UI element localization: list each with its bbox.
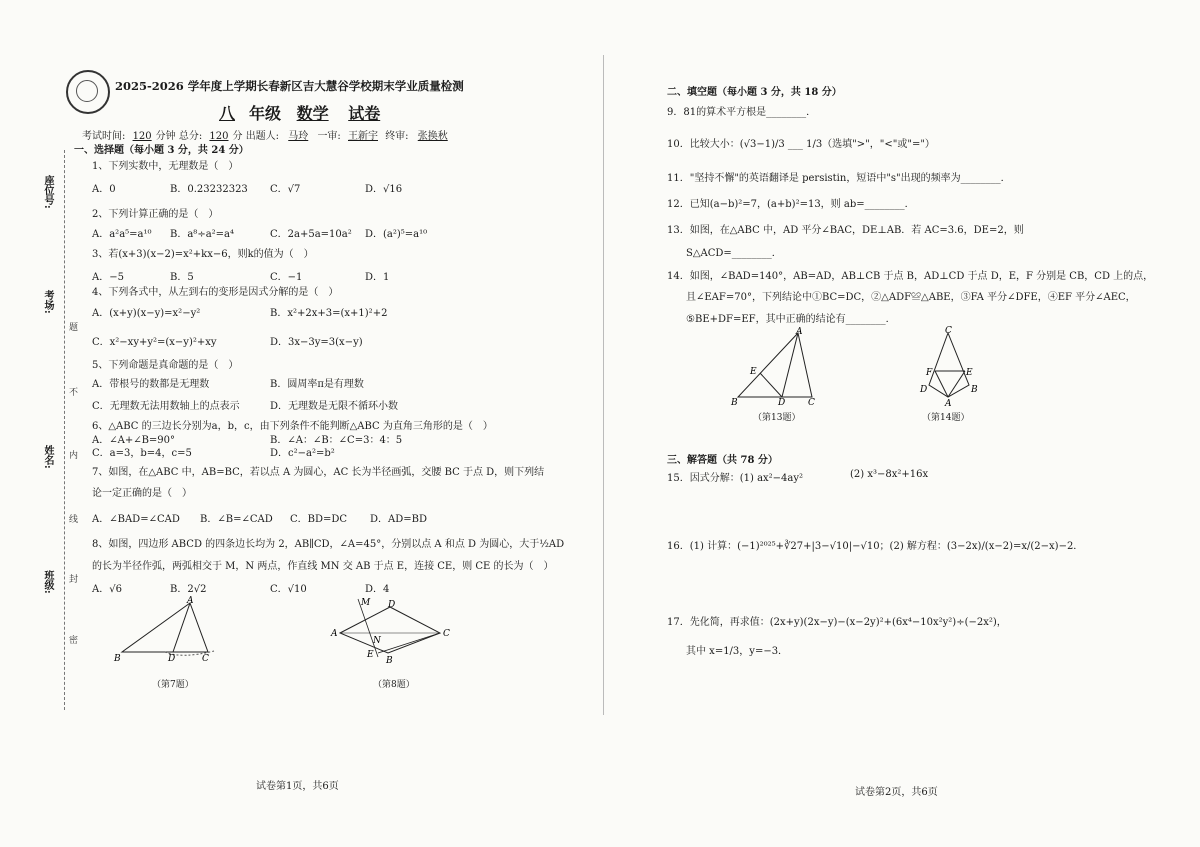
q11: 11．"坚持不懈"的英语翻译是 persistin，短语中"s"出现的频率为________． xyxy=(667,173,1011,184)
figure-7-triangle xyxy=(110,595,220,670)
seal-char: 题 xyxy=(69,323,79,333)
q6-option-a: A．∠A+∠B=90° xyxy=(92,435,176,446)
svg-text:A: A xyxy=(331,629,338,639)
figure-14-caption: （第14题） xyxy=(922,413,970,423)
svg-text:D: D xyxy=(778,398,786,407)
svg-text:C: C xyxy=(945,326,952,336)
q8-option-d: D．4 xyxy=(365,584,390,595)
svg-text:E: E xyxy=(367,650,374,660)
q1-option-d: D．√16 xyxy=(365,184,403,195)
q5-option-b: B．圆周率π是有理数 xyxy=(270,379,364,390)
grade-suffix: 年级 xyxy=(249,104,282,123)
svg-text:A: A xyxy=(796,327,803,337)
seal-char: 封 xyxy=(69,575,79,585)
paper-heading xyxy=(205,101,384,124)
q8-stem-line-2: 的长为半径作弧，两弧相交于 M，N 两点，作直线 MN 交 AB 于点 E，连接 CE，则 CE 的长为（ ） xyxy=(92,561,554,572)
svg-text:A: A xyxy=(187,596,194,606)
svg-text:C: C xyxy=(808,398,815,407)
review2-name: 张换秋 xyxy=(417,131,448,142)
seal-line xyxy=(64,150,65,710)
time-value: 120 xyxy=(132,131,152,142)
score-unit: 分 xyxy=(232,131,243,142)
q1-stem: 1、下列实数中，无理数是（ ） xyxy=(92,161,239,172)
q12: 12．已知(a−b)²=7，(a+b)²=13，则 ab=________． xyxy=(667,199,915,210)
exam-title: 2025-2026 学年度上学期长春新区吉大慧谷学校期末学业质量检测 xyxy=(115,79,464,93)
q8-stem-line-1: 8、如图，四边形 ABCD 的四条边长均为 2，AB∥CD，∠A=45°，分别以点 A 和点 D 为圆心，大于½AD xyxy=(92,539,565,550)
q13-line-1: 13．如图，在△ABC 中，AD 平分∠BAC，DE⊥AB．若 AC=3.6，DE=2，则 xyxy=(667,225,1024,236)
seal-char: 不 xyxy=(69,388,79,398)
q4-option-c: C．x²−xy+y²=(x−y)²+xy xyxy=(92,337,217,348)
seal-char: 密 xyxy=(69,636,79,646)
q8-option-b: B．2√2 xyxy=(170,584,207,595)
q14-line-2: 且∠EAF=70°，下列结论中①BC=DC，②△ADF≌△ABE，③FA 平分∠DFE，④EF 平分∠AEC， xyxy=(686,292,1136,303)
exam-info-line xyxy=(82,127,454,142)
q16: 16．(1) 计算：(−1)²⁰²⁵+∛27+|3−√10|−√10；(2) 解方程：(3−2x)/(x−2)=x/(2−x)−2． xyxy=(667,541,1084,552)
q14-line-1: 14．如图，∠BAD=140°，AB=AD，AB⊥CB 于点 B，AD⊥CD 于点 D，E，F 分别是 CB，CD 上的点， xyxy=(667,271,1154,282)
seal-char: 线 xyxy=(69,515,79,525)
q1-option-c: C．√7 xyxy=(270,184,301,195)
school-seal-logo xyxy=(66,70,110,114)
svg-text:F: F xyxy=(926,368,933,378)
score-value: 120 xyxy=(209,131,229,142)
q3-option-a: A．−5 xyxy=(92,272,124,283)
svg-text:N: N xyxy=(373,636,381,646)
svg-text:C: C xyxy=(202,654,209,664)
figure-14-kite xyxy=(915,325,985,407)
score-label: 总分: xyxy=(178,131,203,142)
svg-text:B: B xyxy=(114,654,121,664)
q2-option-c: C．2a+5a=10a² xyxy=(270,229,352,240)
section-1-title: 一、选择题（每小题 3 分，共 24 分） xyxy=(74,145,249,156)
seat-number-label: 座位号: xyxy=(42,175,53,209)
page-1-footer: 试卷第1页，共6页 xyxy=(256,781,339,792)
figure-13-caption: （第13题） xyxy=(753,413,801,423)
svg-text:B: B xyxy=(971,385,978,395)
svg-text:M: M xyxy=(361,598,371,608)
q8-option-a: A．√6 xyxy=(92,584,122,595)
svg-text:D: D xyxy=(168,654,176,664)
seal-char: 内 xyxy=(69,451,79,461)
q8-option-c: C．√10 xyxy=(270,584,307,595)
grade-value: 八 xyxy=(219,104,236,123)
q15-part-1: 15．因式分解：(1) ax²−4ay² xyxy=(667,473,804,484)
exam-room-label: 考场: xyxy=(42,290,53,314)
q4-option-a: A．(x+y)(x−y)=x²−y² xyxy=(92,308,201,319)
time-unit: 分钟 xyxy=(155,131,176,142)
q5-stem: 5、下列命题是真命题的是（ ） xyxy=(92,360,239,371)
svg-text:D: D xyxy=(920,385,928,395)
figure-7-caption: （第7题） xyxy=(152,680,194,690)
q17-line-2: 其中 x=1/3，y=−3． xyxy=(686,646,789,657)
page-2-footer: 试卷第2页，共6页 xyxy=(855,787,938,798)
figure-13-triangle xyxy=(730,325,820,407)
name-label: 姓名: xyxy=(42,445,53,469)
q2-option-b: B．a⁸÷a²=a⁴ xyxy=(170,229,235,240)
svg-text:C: C xyxy=(443,629,450,639)
q6-option-c: C．a=3，b=4，c=5 xyxy=(92,448,192,459)
svg-text:B: B xyxy=(386,656,393,666)
svg-text:B: B xyxy=(731,398,738,407)
q17-line-1: 17．先化简，再求值：(2x+y)(2x−y)−(x−2y)²+(6x⁴−10x²y²)÷(−2x²)， xyxy=(667,617,1007,628)
q5-option-d: D．无理数是无限不循环小数 xyxy=(270,401,399,412)
q7-option-b: B．∠B=∠CAD xyxy=(200,514,273,525)
svg-text:A: A xyxy=(945,399,952,407)
q7-option-a: A．∠BAD=∠CAD xyxy=(92,514,180,525)
q9: 9．81的算术平方根是________． xyxy=(667,107,817,118)
section-3-title: 三、解答题（共 78 分） xyxy=(667,455,778,466)
paper-label: 试卷 xyxy=(348,104,381,123)
q3-option-c: C．−1 xyxy=(270,272,303,283)
q4-option-b: B．x²+2x+3=(x+1)²+2 xyxy=(270,308,388,319)
q7-stem-line-2: 论一定正确的是（ ） xyxy=(92,488,192,499)
q2-option-d: D．(a²)⁵=a¹⁰ xyxy=(365,229,428,240)
q2-option-a: A．a²a⁵=a¹⁰ xyxy=(92,229,152,240)
review1-name: 王新宇 xyxy=(348,131,378,142)
figure-8-caption: （第8题） xyxy=(373,680,415,690)
q5-option-c: C．无理数无法用数轴上的点表示 xyxy=(92,401,240,412)
q3-option-b: B．5 xyxy=(170,272,194,283)
q3-stem: 3、若(x+3)(x−2)=x²+kx−6，则k的值为（ ） xyxy=(92,249,314,260)
section-2-title: 二、填空题（每小题 3 分，共 18 分） xyxy=(667,87,842,98)
q6-option-d: D．c²−a²=b² xyxy=(270,448,335,459)
q10: 10．比较大小：(√3−1)/3 ___ 1/3（选填">"，"<"或"="） xyxy=(667,139,935,150)
q1-option-b: B．0.23232323 xyxy=(170,184,248,195)
q7-option-c: C．BD=DC xyxy=(290,514,348,525)
q4-stem: 4、下列各式中，从左到右的变形是因式分解的是（ ） xyxy=(92,287,339,298)
time-label: 考试时间: xyxy=(82,131,126,142)
setter-name: 马玲 xyxy=(288,131,309,142)
class-label: 班级: xyxy=(42,570,53,594)
svg-text:E: E xyxy=(750,367,757,377)
review1-label: 一审: xyxy=(317,131,341,142)
q7-option-d: D．AD=BD xyxy=(370,514,428,525)
q7-stem-line-1: 7、如图，在△ABC 中，AB=BC，若以点 A 为圆心，AC 长为半径画弧，交腰 BC 于点 D，则下列结 xyxy=(92,467,545,478)
setter-label: 出题人: xyxy=(245,131,280,142)
q4-option-d: D．3x−3y=3(x−y) xyxy=(270,337,363,348)
q2-stem: 2、下列计算正确的是（ ） xyxy=(92,209,219,220)
svg-text:D: D xyxy=(388,600,396,610)
page-2 xyxy=(600,0,1200,847)
figure-8-rhombus xyxy=(330,595,450,670)
q15-part-2: (2) x³−8x²+16x xyxy=(850,469,929,480)
q14-line-3: ⑤BE+DF=EF，其中正确的结论有________． xyxy=(686,314,896,325)
svg-text:E: E xyxy=(966,368,973,378)
q13-line-2: S△ACD=________． xyxy=(686,248,782,259)
q3-option-d: D．1 xyxy=(365,272,390,283)
q5-option-a: A．带根号的数都是无理数 xyxy=(92,379,210,390)
q6-option-b: B．∠A：∠B：∠C=3：4：5 xyxy=(270,435,403,446)
subject-value: 数学 xyxy=(296,104,329,123)
q1-option-a: A．0 xyxy=(92,184,116,195)
review2-label: 终审: xyxy=(385,131,409,142)
q6-stem: 6、△ABC 的三边长分别为a，b，c，由下列条件不能判断△ABC 为直角三角形的是（ ） xyxy=(92,421,493,432)
